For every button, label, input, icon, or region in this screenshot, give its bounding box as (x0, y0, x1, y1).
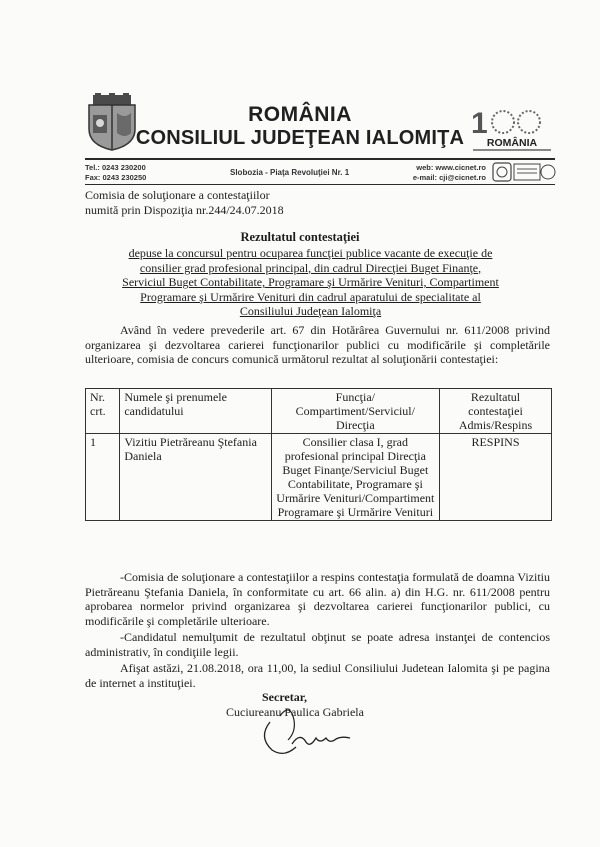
document-title: Rezultatul contestaţiei (240, 230, 360, 244)
table-header-row (86, 389, 552, 434)
cell-result: RESPINS (439, 434, 551, 521)
paragraph-appeal: -Candidatul nemulţumit de rezultatul obţinut se poate adresa instanţei de contencios administrativ, în condiţiile legii. (85, 630, 550, 659)
fax-number: Fax: 0243 230250 (85, 173, 147, 182)
svg-text:1: 1 (471, 107, 488, 140)
phone-number: Tel.: 0243 230200 (85, 163, 146, 172)
commission-line-2: numită prin Dispoziţia nr.244/24.07.2018 (85, 203, 284, 217)
contact-web-email (370, 163, 486, 183)
signature-title: Secretar, (262, 690, 307, 704)
website: web: www.cicnet.ro (416, 163, 486, 172)
cell-nr: 1 (86, 434, 120, 521)
header-name: Numele şi prenumele candidatului (120, 389, 271, 434)
header-nr: Nr. crt. (86, 389, 120, 434)
certification-badges-icon (492, 162, 556, 182)
contact-phone-fax (85, 163, 146, 183)
header-country: ROMÂNIA (248, 103, 352, 126)
cell-name: Vizitiu Pietrăreanu Ştefania Daniela (120, 434, 271, 521)
header-divider (85, 158, 555, 160)
cell-function: Consilier clasa I, grad profesional principal Direcţia Buget Finanţe/Serviciul Buget Contabilitate, Programare şi Urmărire Venituri/Compartiment Programare şi Urmărire Venituri (271, 434, 439, 521)
county-coat-of-arms-icon (83, 93, 141, 151)
document-subtitle: depuse la concursul pentru ocuparea funcţiei publice vacante de execuţie de consilier grad profesional principal, din cadrul Direcţiei Buget Finanţe, Serviciul Buget Contabilitate, Programare şi Urmărire Venituri, Compartiment Programare şi Urmărire Venituri din cadrul aparatului de specialitate al Consiliului Judeţean Ialomiţa (122, 246, 499, 318)
header-result: Rezultatul contestaţiei Admis/Respins (439, 389, 551, 434)
email: e-mail: cji@cicnet.ro (412, 173, 486, 182)
paragraph-posted: Afişat astăzi, 21.08.2018, ora 11,00, la sediul Consiliului Judetean Ialomita şi pe pagina de internet a instituţiei. (85, 661, 550, 690)
commission-line-1: Comisia de soluţionare a contestaţiilor (85, 188, 270, 202)
signature-name: Cuciureanu Paulica Gabriela (226, 705, 364, 719)
address: Slobozia - Piaţa Revoluţiei Nr. 1 (230, 168, 350, 177)
header-council-name: CONSILIUL JUDEŢEAN IALOMIŢA (135, 127, 465, 149)
table-row (86, 434, 552, 521)
commission-info (85, 188, 284, 218)
intro-paragraph: Având în vedere prevederile art. 67 din Hotărârea Guvernului nr. 611/2008 privind organizarea şi dezvoltarea carierei funcţionarilor publici cu modificările şi completările ulterioare, comisia de concurs comunică următorul rezultat al soluţionării contestaţiei: (85, 323, 550, 367)
header-function: Funcţia/ Compartiment/Serviciul/ Direcţia (271, 389, 439, 434)
paragraph-rejection: -Comisia de soluţionare a contestaţiilor a respins contestaţia formulată de doamna Vizitiu Pietrăreanu Ştefania Daniela, în conformitate cu art. 66 alin. a) din H.G. nr. 611/2008 pentru aprobarea normelor privind organizarea şi dezvoltarea carierei funcţionarilor publici, cu modificările şi completările ulterioare. (85, 570, 550, 629)
contact-divider (85, 184, 555, 185)
results-table (85, 388, 552, 521)
romania-centenary-logo-icon (467, 103, 557, 153)
centenary-label: ROMÂNIA (486, 137, 538, 149)
